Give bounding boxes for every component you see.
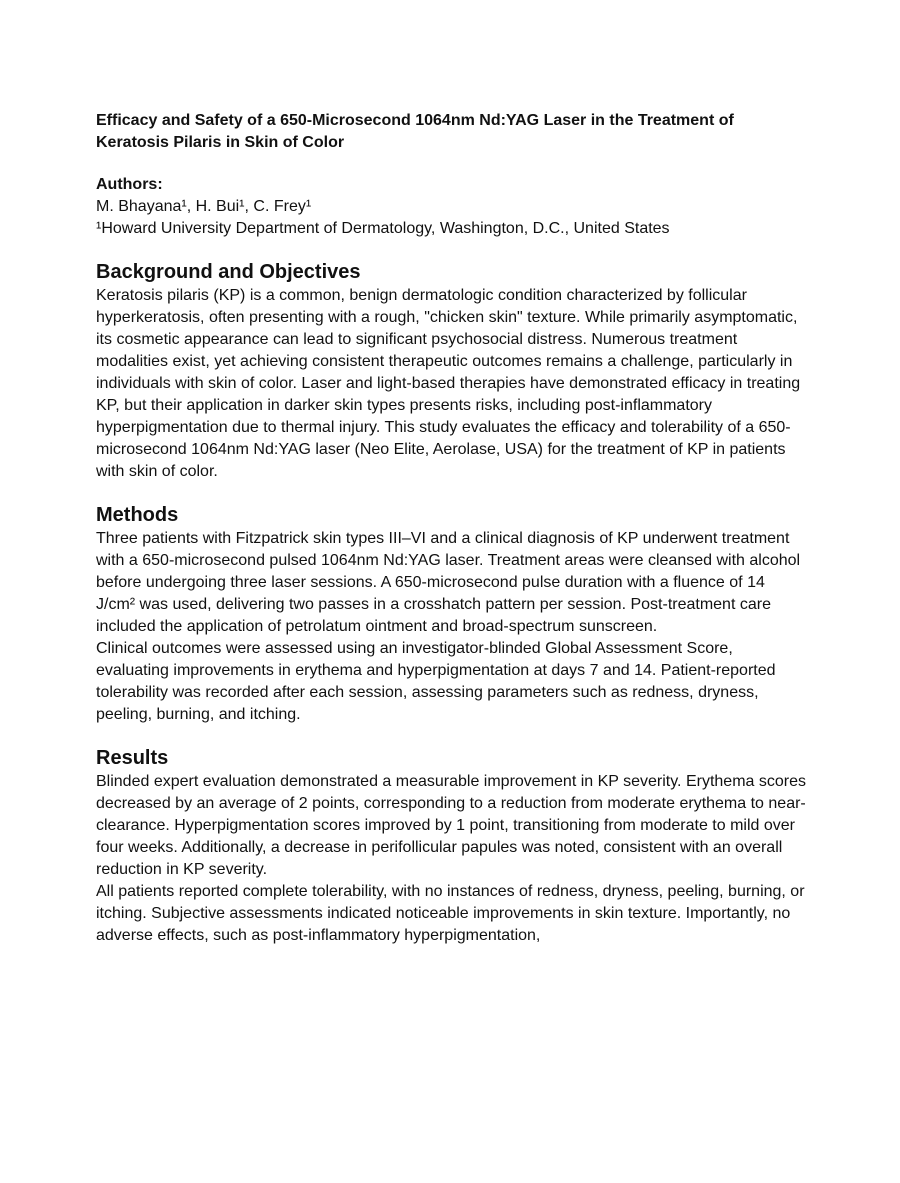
author-names: M. Bhayana¹, H. Bui¹, C. Frey¹ [96, 198, 312, 215]
authors-label: Authors: [96, 176, 163, 193]
background-paragraph: Keratosis pilaris (KP) is a common, benign dermatologic condition characterized by follicular hyperkeratosis, often presenting with a rough, "chicken skin" texture. While primarily asymptomatic, its cosmetic appearance can lead to significant psychosocial distress. Numerous treatment modalities exist, yet achieving consistent therapeutic outcomes remains a challenge, particularly in individuals with skin of color. Laser and light-based therapies have demonstrated efficacy in treating KP, but their application in darker skin types presents risks, including post-inflammatory hyperpigmentation due to thermal injury. This study evaluates the efficacy and tolerability of a 650-microsecond 1064nm Nd:YAG laser (Neo Elite, Aerolase, USA) for the treatment of KP in patients with skin of color. [96, 287, 801, 480]
section-heading-background: Background and Objectives [96, 261, 361, 283]
author-affiliation: ¹Howard University Department of Dermatology, Washington, D.C., United States [96, 220, 670, 237]
methods-paragraph-1: Three patients with Fitzpatrick skin types III–VI and a clinical diagnosis of KP underwent treatment with a 650-microsecond pulsed 1064nm Nd:YAG laser. Treatment areas were cleansed with alcohol before undergoing three laser sessions. A 650-microsecond pulse duration with a fluence of 14 J/cm² was used, delivering two passes in a crosshatch pattern per session. Post-treatment care included the application of petrolatum ointment and broad-spectrum sunscreen. [96, 530, 801, 635]
section-heading-methods: Methods [96, 504, 179, 526]
document-page [96, 110, 808, 947]
authors-block [96, 174, 808, 240]
section-heading-results: Results [96, 747, 169, 769]
methods-paragraph-2: Clinical outcomes were assessed using an investigator-blinded Global Assessment Score, evaluating improvements in erythema and hyperpigmentation at days 7 and 14. Patient-reported tolerability was recorded after each session, assessing parameters such as redness, dryness, peeling, burning, and itching. [96, 640, 776, 723]
results-paragraph-1: Blinded expert evaluation demonstrated a measurable improvement in KP severity. Erythema scores decreased by an average of 2 points, corresponding to a reduction from moderate erythema to near-clearance. Hyperpigmentation scores improved by 1 point, transitioning from moderate to mild over four weeks. Additionally, a decrease in perifollicular papules was noted, consistent with an overall reduction in KP severity. [96, 773, 806, 878]
paper-title: Efficacy and Safety of a 650-Microsecond 1064nm Nd:YAG Laser in the Treatment of Keratosis Pilaris in Skin of Color [96, 112, 734, 151]
results-paragraph-2: All patients reported complete tolerability, with no instances of redness, dryness, peeling, burning, or itching. Subjective assessments indicated noticeable improvements in skin texture. Importantly, no adverse effects, such as post-inflammatory hyperpigmentation, [96, 883, 805, 944]
